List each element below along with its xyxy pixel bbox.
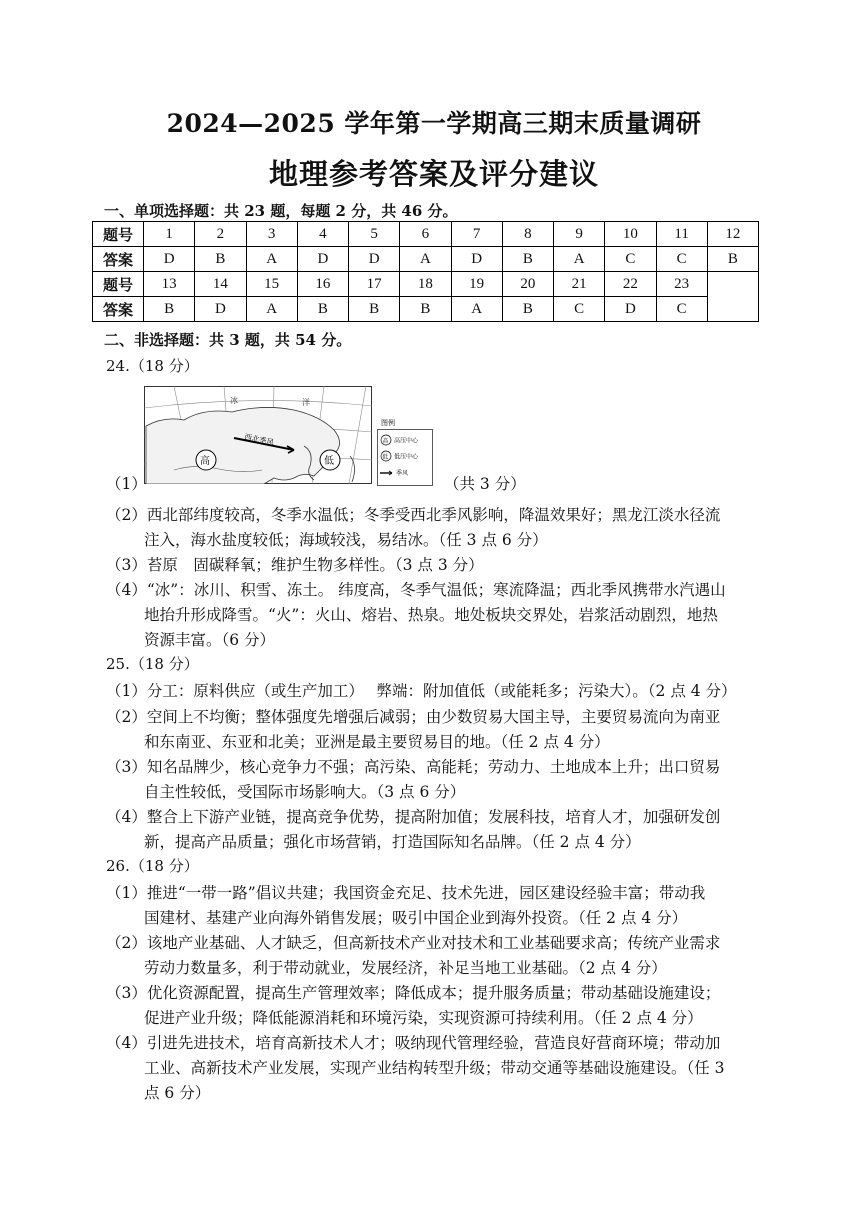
table-cell: 18 <box>400 272 451 297</box>
table-cell: 11 <box>656 222 707 247</box>
legend-high-symbol: 高 <box>382 438 389 445</box>
map-legend <box>377 417 433 487</box>
q26-part4-line3: 点 6 分） <box>144 1084 211 1102</box>
table-cell: B <box>195 247 246 272</box>
table-cell: 10 <box>605 222 656 247</box>
table-header-cell: 题号 <box>93 222 144 247</box>
q25-part1: （1）分工：原料供应（或生产加工） 弊端：附加值低（或能耗多；污染大）。（2 点 4 分） <box>106 682 737 700</box>
table-cell: 16 <box>297 272 348 297</box>
table-row <box>93 297 759 322</box>
table-cell: A <box>246 247 297 272</box>
table-cell: B <box>502 297 553 322</box>
question-24-heading: 24.（18 分） <box>106 357 199 375</box>
table-cell: 13 <box>144 272 195 297</box>
table-cell: C <box>554 297 605 322</box>
q26-part2-line2: 劳动力数量多，利于带动就业，发展经济，补足当地工业基础。（2 点 4 分） <box>144 959 667 977</box>
q24-part2-line2: 注入，海水盐度较低；海域较浅，易结冰。（任 3 点 6 分） <box>144 531 548 549</box>
table-cell: C <box>656 297 707 322</box>
table-header-cell: 题号 <box>93 272 144 297</box>
table-cell: B <box>349 297 400 322</box>
table-cell: C <box>656 247 707 272</box>
table-cell: D <box>144 247 195 272</box>
q24-part4-line2: 地抬升形成降雪。“火”：火山、熔岩、热泉。地处板块交界处，岩浆活动剧烈，地热 <box>144 606 718 624</box>
table-cell: 6 <box>400 222 451 247</box>
q25-part2-line1: （2）空间上不均衡；整体强度先增强后减弱；由少数贸易大国主导，主要贸易流向为南亚 <box>106 708 721 726</box>
q25-part3-line2: 自主性较低，受国际市场影响大。（3 点 6 分） <box>144 783 466 801</box>
table-cell: 5 <box>349 222 400 247</box>
table-cell: 8 <box>502 222 553 247</box>
legend-high-label: 高压中心 <box>394 437 419 445</box>
map-monsoon-label: 西北季风 <box>243 432 275 448</box>
table-cell: 12 <box>707 222 758 247</box>
legend-title: 图例 <box>381 419 395 427</box>
answer-map <box>144 386 372 484</box>
table-cell: 4 <box>297 222 348 247</box>
q25-part2-line2: 和东南亚、东亚和北美；亚洲是最主要贸易目的地。（任 2 点 4 分） <box>144 733 610 751</box>
q25-part4-line2: 新，提高产品质量；强化市场营销，打造国际知名品牌。（任 2 点 4 分） <box>144 833 641 851</box>
table-cell: 19 <box>451 272 502 297</box>
q25-part3-line1: （3）知名品牌少，核心竞争力不强；高污染、高能耗；劳动力、土地成本上升；出口贸易 <box>106 758 721 776</box>
q26-part4-line1: （4）引进先进技术，培育高新技术人才；吸纳现代管理经验，营造良好营商环境；带动加 <box>106 1034 721 1052</box>
legend-low-label: 低压中心 <box>394 453 419 461</box>
q24-part3: （3）苔原 固碳释氧；维护生物多样性。（3 点 3 分） <box>106 556 484 574</box>
map-high-pressure-label: 高 <box>200 456 210 467</box>
table-cell: 15 <box>246 272 297 297</box>
table-cell: B <box>144 297 195 322</box>
table-cell: B <box>502 247 553 272</box>
table-row <box>93 247 759 272</box>
table-cell: A <box>246 297 297 322</box>
answer-table <box>92 221 759 322</box>
map-label-ocean: 洋 <box>302 398 310 407</box>
q24-part1-score: （共 3 分） <box>444 475 526 493</box>
table-cell: D <box>451 247 502 272</box>
table-row <box>93 272 759 297</box>
question-26-heading: 26.（18 分） <box>106 857 199 875</box>
table-cell: D <box>297 247 348 272</box>
legend-low-symbol: 低 <box>382 454 389 461</box>
table-cell: B <box>400 297 451 322</box>
q26-part3-line2: 促进产业升级；降低能源消耗和环境污染，实现资源可持续利用。（任 2 点 4 分） <box>144 1009 703 1027</box>
table-cell: D <box>605 297 656 322</box>
table-row <box>93 222 759 247</box>
table-cell: 23 <box>656 272 707 297</box>
q26-part1-line2: 国建材、基建产业向海外销售发展；吸引中国企业到海外投资。（任 2 点 4 分） <box>144 909 688 927</box>
map-label-ice: 冰 <box>230 396 238 405</box>
q24-part2-line1: （2）西北部纬度较高，冬季水温低；冬季受西北季风影响，降温效果好；黑龙江淡水径流 <box>106 506 721 524</box>
document-title: 2024—2025 学年第一学期高三期末质量调研 <box>166 109 702 138</box>
table-cell: 22 <box>605 272 656 297</box>
table-header-cell: 答案 <box>93 297 144 322</box>
table-header-cell: 答案 <box>93 247 144 272</box>
table-cell: C <box>605 247 656 272</box>
map-low-pressure-label: 低 <box>324 456 334 467</box>
table-cell: B <box>297 297 348 322</box>
table-cell: 9 <box>554 222 605 247</box>
table-cell: A <box>451 297 502 322</box>
table-cell: D <box>195 297 246 322</box>
table-cell: B <box>707 247 758 272</box>
section-2-heading: 二、非选择题：共 3 题，共 54 分。 <box>104 331 352 349</box>
table-cell: 7 <box>451 222 502 247</box>
table-cell: 20 <box>502 272 553 297</box>
q24-part4-line1: （4）“冰”：冰川、积雪、冻土。 纬度高，冬季气温低；寒流降温；西北季风携带水汽遇山 <box>106 581 726 599</box>
table-cell: 17 <box>349 272 400 297</box>
legend-wind-label: 季风 <box>396 470 409 477</box>
table-cell: 14 <box>195 272 246 297</box>
q25-part4-line1: （4）整合上下游产业链，提高竞争优势，提高附加值；发展科技，培育人才，加强研发创 <box>106 808 721 826</box>
table-cell: A <box>554 247 605 272</box>
table-cell: 1 <box>144 222 195 247</box>
q24-part4-line3: 资源丰富。（6 分） <box>144 631 276 649</box>
q26-part2-line1: （2）该地产业基础、人才缺乏，但高新技术产业对技术和工业基础要求高；传统产业需求 <box>106 934 721 952</box>
table-cell: 3 <box>246 222 297 247</box>
section-1-heading: 一、单项选择题：共 23 题，每题 2 分，共 46 分。 <box>104 202 458 220</box>
table-cell: A <box>400 247 451 272</box>
table-cell: D <box>349 247 400 272</box>
q26-part1-line1: （1）推进“一带一路”倡议共建；我国资金充足、技术先进，园区建设经验丰富；带动我 <box>106 884 706 902</box>
document-subtitle: 地理参考答案及评分建议 <box>268 157 599 191</box>
q24-part1-number: （1） <box>106 475 147 493</box>
table-empty-cell <box>707 272 758 322</box>
table-cell: 2 <box>195 222 246 247</box>
table-cell: 21 <box>554 272 605 297</box>
question-25-heading: 25.（18 分） <box>106 655 199 673</box>
q26-part3-line1: （3）优化资源配置，提高生产管理效率；降低成本；提升服务质量；带动基础设施建设； <box>106 984 721 1002</box>
q26-part4-line2: 工业、高新技术产业发展，实现产业结构转型升级；带动交通等基础设施建设。（任 3 <box>144 1059 725 1077</box>
